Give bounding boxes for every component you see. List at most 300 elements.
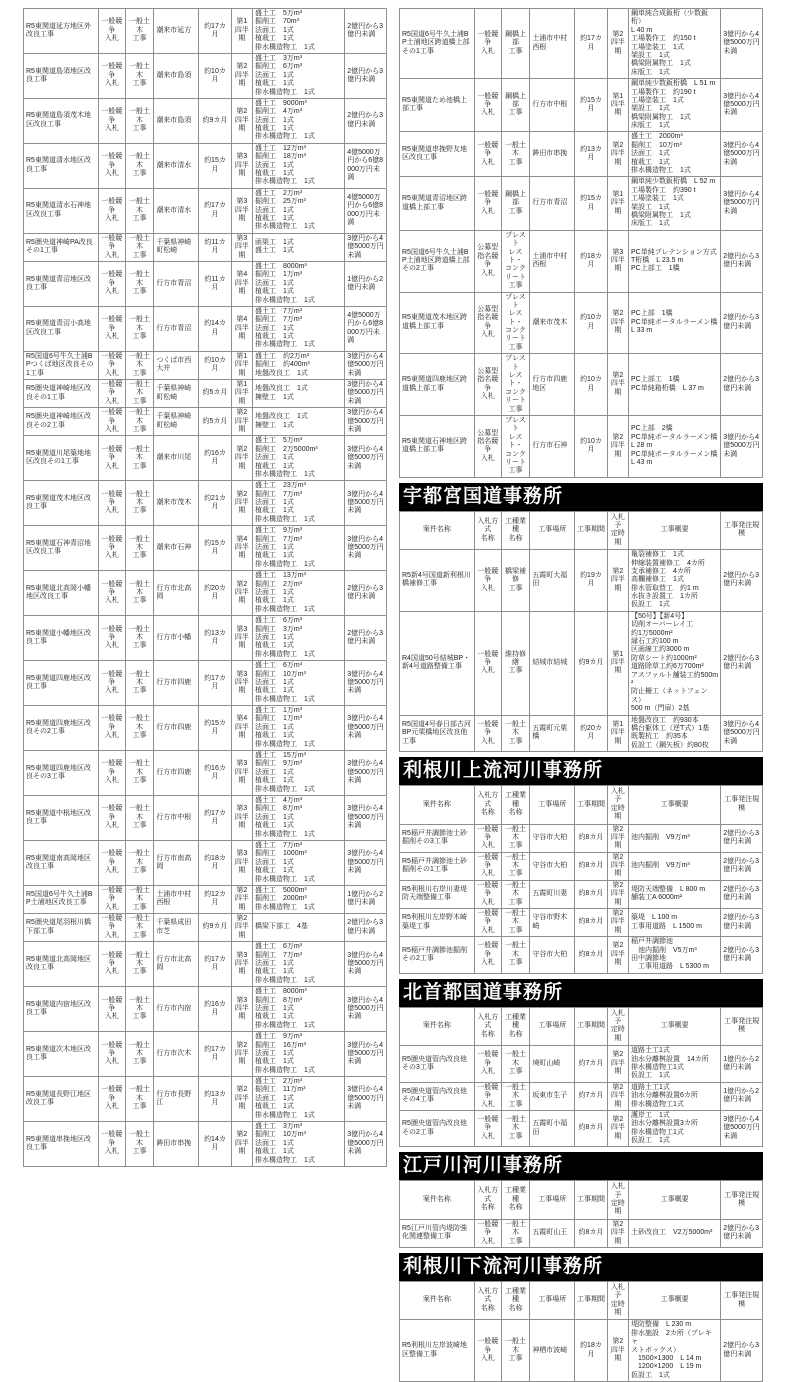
project-name-cell: R5圏央道神崎PA改良その1工事 (24, 233, 99, 261)
location-cell: 五霞町山王 (530, 1219, 575, 1247)
location-cell: 潮来市島須 (154, 98, 199, 143)
column-header-bid_quarter: 入札予 定時期 (607, 1007, 628, 1046)
project-name-cell: R5東関道北高岡地区改良工事 (24, 942, 99, 987)
work-type-cell: プレスト レスト・ コンク リート 工事 (501, 415, 530, 477)
scale-cell: 3億円から4億5000万円未満 (345, 706, 387, 751)
project-row (24, 261, 387, 306)
bid-method-cell: 一般競争 入札 (474, 1046, 501, 1083)
bid-method-cell: 一般競争 入札 (474, 937, 501, 974)
summary-cell: 盛土工 9万m³ 掘削工 16万m³ 法面工 1式 植栽工 1式 排水構造物工 1式 (253, 1032, 345, 1077)
project-name-cell: R5国道6号牛久土浦BP土浦地区跨道橋上部その2工事 (400, 230, 475, 292)
bid-quarter-cell: 第1 四半期 (607, 177, 628, 230)
project-row (24, 53, 387, 98)
period-cell: 約14カ月 (199, 1122, 231, 1167)
bid-quarter-cell: 第2 四半期 (607, 354, 628, 416)
scale-cell: 2億円から3億円未満 (721, 611, 763, 715)
project-name-cell: R5江戸川管内堤防強化関連整備工事 (400, 1219, 475, 1247)
bid-quarter-cell: 第2 四半期 (607, 550, 628, 612)
project-name-cell: R5圏央道神崎地区改良その1工事 (24, 380, 99, 408)
project-row (24, 1032, 387, 1077)
summary-cell: 地盤改良工 1式 擁壁工 1式 (253, 408, 345, 436)
work-type-cell: 維持修繕 工事 (501, 611, 530, 715)
summary-cell: 土砂改良工 V2万5000m³ (629, 1219, 721, 1247)
summary-cell: 盛土工 8000m³ 掘削工 1万m³ 法面工 1式 植栽工 1式 排水構造物工 1式 (253, 261, 345, 306)
bid-quarter-cell: 第2 四半期 (607, 415, 628, 477)
bid-method-cell: 一般競争 入札 (98, 53, 125, 98)
project-row (400, 824, 763, 852)
project-name-cell: R5東関道長野江地区改良工事 (24, 1077, 99, 1122)
period-cell: 約15カ月 (199, 526, 231, 571)
bid-quarter-cell: 第2 四半期 (607, 1219, 628, 1247)
bid-quarter-cell: 第3 四半期 (231, 840, 252, 885)
location-cell: 神栖市波崎 (530, 1320, 575, 1382)
scale-cell: 3億円から4億5000万円未満 (345, 233, 387, 261)
bid-method-cell: 一般競争 入札 (98, 436, 125, 481)
summary-cell: 盛土工 23万m³ 掘削工 7万m³ 法面工 1式 植栽工 1式 排水構造物工 1式 (253, 481, 345, 526)
bid-method-cell: 一般競争 入札 (474, 611, 501, 715)
period-cell: 約8カ月 (575, 1110, 607, 1147)
bid-quarter-cell: 第2 四半期 (607, 1082, 628, 1110)
bid-method-cell: 一般競争 入札 (98, 616, 125, 661)
period-cell: 約9カ月 (199, 98, 231, 143)
period-cell: 約10カ月 (575, 354, 607, 416)
column-header-row (400, 785, 763, 824)
project-name-cell: R5東関道青沼小高地区改良工事 (24, 306, 99, 351)
project-name-cell: R5東関道石神地区跨道橋上部工事 (400, 415, 475, 477)
projects-table (399, 511, 763, 753)
project-name-cell: R5東関道四鹿地区跨道橋上部工事 (400, 354, 475, 416)
period-cell: 約14カ月 (199, 306, 231, 351)
period-cell: 約8カ月 (575, 824, 607, 852)
bid-quarter-cell: 第3 四半期 (231, 616, 252, 661)
summary-cell: PC上部 2橋 PC単純ポータルラーメン橋 L 28 m PC単純ポータルラーメン橋 L 43 m (629, 415, 721, 477)
scale-cell: 3億円から4億5000万円未満 (345, 751, 387, 796)
location-cell: 千葉県神崎町松崎 (154, 233, 199, 261)
work-type-cell: 鋼橋上部 工事 (501, 79, 530, 132)
bid-method-cell: 一般競争 入札 (98, 795, 125, 840)
location-cell: 行方市内宿 (154, 987, 199, 1032)
summary-cell: 鋼単純少数鈑桁橋 L 52 m 工場製作工 約390 t 工場塗装工 1式 架設工 1式 橋梁附属物工 1式 床版工 1式 (629, 177, 721, 230)
bid-method-cell: 一般競争 入札 (98, 751, 125, 796)
bid-quarter-cell: 第1 四半期 (607, 611, 628, 715)
summary-cell: 護岸工 1式 油水分離桝設置3カ所 排水構造物工1式 仮設工 1式 (629, 1110, 721, 1147)
bid-quarter-cell: 第1 四半期 (607, 79, 628, 132)
summary-cell: 盛土工 13万m³ 掘削工 2万m³ 法面工 1式 植栽工 1式 排水構造物工 1式 (253, 571, 345, 616)
period-cell: 約15カ月 (575, 79, 607, 132)
bid-method-cell: 一般競争 入札 (98, 188, 125, 233)
bid-quarter-cell: 第4 四半期 (231, 306, 252, 351)
column-header-summary: 工事概要 (629, 1181, 721, 1220)
bid-method-cell: 一般競争 入札 (98, 98, 125, 143)
period-cell: 約5カ月 (199, 380, 231, 408)
bid-quarter-cell: 第2 四半期 (607, 292, 628, 354)
scale-cell: 2億円から3億円未満 (721, 1320, 763, 1382)
project-name-cell: R5圏央道管内改良他その4工事 (400, 1082, 475, 1110)
bid-method-cell: 一般競争 入札 (474, 824, 501, 852)
scale-cell: 3億円から4億5000万円未満 (345, 1032, 387, 1077)
scale-cell: 2億円から3億円未満 (721, 354, 763, 416)
location-cell: 行方市長野江 (154, 1077, 199, 1122)
bid-quarter-cell: 第2 四半期 (607, 1320, 628, 1382)
scale-cell: 3億円から4億5000万円未満 (721, 9, 763, 79)
scale-cell: 2億円から3億円未満 (345, 53, 387, 98)
bid-method-cell: 一般競争 入札 (98, 1032, 125, 1077)
bid-method-cell: 一般競争 入札 (474, 880, 501, 908)
bid-method-cell: 一般競争 入札 (474, 177, 501, 230)
bid-method-cell: 一般競争 入札 (474, 1082, 501, 1110)
period-cell: 約15カ月 (199, 143, 231, 188)
location-cell: 潮来市茂木 (154, 481, 199, 526)
column-header-work_type: 工種業種 名称 (501, 1181, 530, 1220)
project-row (24, 436, 387, 481)
project-row (24, 98, 387, 143)
project-row (400, 354, 763, 416)
bid-quarter-cell: 第1 四半期 (231, 9, 252, 54)
project-row (400, 415, 763, 477)
summary-cell: 盛土工 9000m³ 掘削工 4万m³ 法面工 1式 植栽工 1式 排水構造物工 1式 (253, 98, 345, 143)
project-row (400, 715, 763, 752)
column-header-bid_quarter: 入札予 定時期 (607, 1181, 628, 1220)
bid-method-cell: 一般競争 入札 (474, 715, 501, 752)
office-section-header: 利根川上流河川事務所 (399, 757, 763, 785)
location-cell: 潮来市茂木 (530, 292, 575, 354)
project-name-cell: R5東関道四鹿地区改良その3工事 (24, 751, 99, 796)
column-header-work_type: 工種業種 名称 (501, 1281, 530, 1320)
project-row (400, 1219, 763, 1247)
project-row (400, 177, 763, 230)
project-name-cell: R5東関道島須地区改良工事 (24, 53, 99, 98)
location-cell: 潮来市石神 (154, 526, 199, 571)
summary-cell: 鋼単純合成鈑桁（少数鈑桁） L 40 m 工場製作工 約150 t 工場塗装工 1式 架設工 1式 橋梁附属物工 1式 床版工 1式 (629, 9, 721, 79)
period-cell: 約16カ月 (199, 751, 231, 796)
summary-cell: PC上部工 1橋 PC単純箱桁橋 L 37 m (629, 354, 721, 416)
projects-table (23, 8, 387, 1167)
bid-method-cell: 一般競争 入札 (98, 840, 125, 885)
work-type-cell: 一般土木 工事 (501, 715, 530, 752)
column-header-bid_quarter: 入札予 定時期 (607, 511, 628, 550)
scale-cell: 1億円から2億円未満 (721, 1046, 763, 1083)
summary-cell: 盛土工 4万m³ 掘削工 8万m³ 法面工 1式 植栽工 1式 排水構造物工 1式 (253, 795, 345, 840)
project-name-cell: R5圏央道管内改良他その2工事 (400, 1110, 475, 1147)
project-name-cell: R5稲戸井調節池掘削その2工事 (400, 937, 475, 974)
column-header-summary: 工事概要 (629, 1281, 721, 1320)
scale-cell: 3億円から4億5000万円未満 (721, 79, 763, 132)
column-header-bid_quarter: 入札予 定時期 (607, 1281, 628, 1320)
project-row (24, 306, 387, 351)
project-name-cell: R5東関道内宿地区改良工事 (24, 987, 99, 1032)
project-row (400, 852, 763, 880)
project-name-cell: R5東関道南高岡地区改良工事 (24, 840, 99, 885)
period-cell: 約5カ月 (199, 408, 231, 436)
location-cell: 土浦市中村西根 (530, 230, 575, 292)
bid-method-cell: 一般競争 入札 (98, 261, 125, 306)
scale-cell: 2億円から3億円未満 (721, 909, 763, 937)
work-type-cell: 一般土木 工事 (125, 987, 154, 1032)
project-name-cell: R5東関道串挽地区改良工事 (24, 1122, 99, 1167)
summary-cell: 盛土工 7万m³ 掘削工 7万m³ 法面工 1式 植栽工 1式 排水構造物工 1式 (253, 306, 345, 351)
work-type-cell: 一般土木 工事 (125, 795, 154, 840)
bid-quarter-cell: 第2 四半期 (607, 852, 628, 880)
period-cell: 約15カ月 (199, 706, 231, 751)
column-header-period: 工事期間 (575, 1007, 607, 1046)
scale-cell: 2億円から3億円未満 (345, 9, 387, 54)
bid-method-cell: 一般競争 入札 (474, 852, 501, 880)
project-name-cell: R5稲戸井調節池土砂掘削その1工事 (400, 852, 475, 880)
summary-cell: 盛土工 8000m³ 掘削工 8万m³ 法面工 1式 植栽工 1式 排水構造物工 1式 (253, 987, 345, 1032)
bid-method-cell: 一般競争 入札 (98, 1122, 125, 1167)
project-name-cell: R5東関道川尾築地地区改良その1工事 (24, 436, 99, 481)
period-cell: 約11カ月 (199, 261, 231, 306)
project-row (400, 1082, 763, 1110)
work-type-cell: 一般土木 工事 (125, 751, 154, 796)
column-header-scale: 工事発注規模 (721, 511, 763, 550)
work-type-cell: 鋼橋上部 工事 (501, 9, 530, 79)
scale-cell: 3億円から4億5000万円未満 (345, 661, 387, 706)
project-row (24, 526, 387, 571)
location-cell: 坂東市生子 (530, 1082, 575, 1110)
scale-cell: 4億5000万円から6億8000万円未満 (345, 143, 387, 188)
bid-method-cell: 一般競争 入札 (474, 132, 501, 177)
period-cell: 約11カ月 (199, 233, 231, 261)
project-name-cell: R4国道50号結城BP・新4号道路整備工事 (400, 611, 475, 715)
projects-table (399, 1180, 763, 1248)
column-header-period: 工事期間 (575, 1281, 607, 1320)
summary-cell: 池内掘削 V9万m³ (629, 852, 721, 880)
bid-method-cell: 一般競争 入札 (98, 9, 125, 54)
scale-cell: 3億円から4億5000万円未満 (345, 840, 387, 885)
bid-quarter-cell: 第2 四半期 (231, 571, 252, 616)
bid-method-cell: 一般競争 入札 (98, 233, 125, 261)
location-cell: 千葉県神崎町松崎 (154, 380, 199, 408)
period-cell: 約18カ月 (575, 1320, 607, 1382)
work-type-cell: 一般土木 工事 (125, 380, 154, 408)
work-type-cell: 一般土木 工事 (125, 706, 154, 751)
bid-quarter-cell: 第3 四半期 (231, 751, 252, 796)
work-type-cell: 一般土木 工事 (501, 909, 530, 937)
project-row (24, 795, 387, 840)
bid-method-cell: 一般競争 入札 (474, 9, 501, 79)
location-cell: 行方市中根 (154, 795, 199, 840)
period-cell: 約17カ月 (199, 9, 231, 54)
project-row (400, 1046, 763, 1083)
scale-cell: 2億円から3億円未満 (345, 571, 387, 616)
column-header-scale: 工事発注規模 (721, 785, 763, 824)
scale-cell: 2億円から3億円未満 (721, 852, 763, 880)
project-row (24, 942, 387, 987)
project-row (400, 292, 763, 354)
column-header-bid_method: 入札方式 名称 (474, 785, 501, 824)
column-header-bid_method: 入札方式 名称 (474, 511, 501, 550)
bid-method-cell: 一般競争 入札 (98, 143, 125, 188)
period-cell: 約8カ月 (575, 909, 607, 937)
period-cell: 約17カ月 (575, 9, 607, 79)
column-header-name: 案件名称 (400, 1181, 475, 1220)
work-type-cell: 一般土木 工事 (125, 481, 154, 526)
bid-method-cell: 一般競争 入札 (98, 1077, 125, 1122)
summary-cell: 池内掘削 V9万m³ (629, 824, 721, 852)
bid-method-cell: 一般競争 入札 (474, 550, 501, 612)
bid-quarter-cell: 第2 四半期 (607, 132, 628, 177)
location-cell: 行方市北高岡 (154, 571, 199, 616)
project-name-cell: R5稲戸井調節池土砂掘削その3工事 (400, 824, 475, 852)
scale-cell: 3億円から4億5000万円未満 (345, 380, 387, 408)
period-cell: 約17カ月 (199, 942, 231, 987)
period-cell: 約20カ月 (199, 571, 231, 616)
project-name-cell: R5東関道清水石神地区改良工事 (24, 188, 99, 233)
location-cell: 守谷市大柏 (530, 937, 575, 974)
column-header-name: 案件名称 (400, 785, 475, 824)
period-cell: 約10カ月 (575, 292, 607, 354)
bid-quarter-cell: 第3 四半期 (231, 188, 252, 233)
scale-cell: 3億円から4億5000万円未満 (345, 1077, 387, 1122)
work-type-cell: 一般土木 工事 (501, 1082, 530, 1110)
projects-table (399, 1281, 763, 1382)
scale-cell: 3億円から4億5000万円未満 (345, 1122, 387, 1167)
work-type-cell: 一般土木 工事 (501, 1110, 530, 1147)
work-type-cell: 一般土木 工事 (125, 9, 154, 54)
work-type-cell: 一般土木 工事 (501, 824, 530, 852)
scale-cell: 1億円から2億円未満 (721, 1082, 763, 1110)
bid-quarter-cell: 第3 四半期 (231, 661, 252, 706)
project-name-cell: R5東関道青沼地区跨道橋上部工事 (400, 177, 475, 230)
bid-method-cell: 一般競争 入札 (98, 706, 125, 751)
bid-quarter-cell: 第2 四半期 (231, 914, 252, 942)
office-section-header: 利根川下流河川事務所 (399, 1253, 763, 1281)
scale-cell: 2億円から3億円未満 (345, 98, 387, 143)
location-cell: 千葉県成田市芝 (154, 914, 199, 942)
scale-cell: 3億円から4億5000万円未満 (345, 526, 387, 571)
summary-cell: 盛土工 2万m³ 掘削工 11万m³ 法面工 1式 植栽工 1式 排水構造物工 1式 (253, 1077, 345, 1122)
bid-quarter-cell: 第3 四半期 (231, 987, 252, 1032)
scale-cell: 2億円から3億円未満 (721, 880, 763, 908)
project-row (400, 880, 763, 908)
location-cell: 行方市青沼 (530, 177, 575, 230)
work-type-cell: 一般土木 工事 (501, 1320, 530, 1382)
summary-cell: 道路土工1式 油水分離桝設置 14カ所 排水構造物工1式 仮設工 1式 (629, 1046, 721, 1083)
bid-quarter-cell: 第2 四半期 (607, 1110, 628, 1147)
project-row (400, 937, 763, 974)
period-cell: 約7カ月 (575, 1046, 607, 1083)
column-header-scale: 工事発注規模 (721, 1181, 763, 1220)
project-name-cell: R5東関道石神青沼地区改良工事 (24, 526, 99, 571)
project-name-cell: R5国道6号牛久土浦BP土浦地区改良工事 (24, 885, 99, 913)
period-cell: 約7カ月 (575, 1082, 607, 1110)
scale-cell: 3億円から4億5000万円未満 (345, 351, 387, 379)
bid-method-cell: 公募型 指名競争 入札 (474, 230, 501, 292)
project-row (400, 909, 763, 937)
bid-quarter-cell: 第1 四半期 (231, 351, 252, 379)
location-cell: 鉾田市串挽 (530, 132, 575, 177)
project-row (24, 408, 387, 436)
location-cell: 五霞町川妻 (530, 880, 575, 908)
period-cell: 約17カ月 (199, 1032, 231, 1077)
scale-cell: 3億円から4億5000万円未満 (345, 987, 387, 1032)
location-cell: 行方市石神 (530, 415, 575, 477)
period-cell: 約8カ月 (575, 937, 607, 974)
column-header-period: 工事期間 (575, 1181, 607, 1220)
column-header-bid_method: 入札方式 名称 (474, 1007, 501, 1046)
location-cell: 守谷市野木崎 (530, 909, 575, 937)
work-type-cell: 一般土木 工事 (501, 852, 530, 880)
bid-method-cell: 一般競争 入札 (474, 79, 501, 132)
bid-method-cell: 一般競争 入札 (474, 909, 501, 937)
column-header-period: 工事期間 (575, 511, 607, 550)
bid-method-cell: 一般競争 入札 (98, 987, 125, 1032)
project-name-cell: R5利根川右岸川妻堤防天端整備工事 (400, 880, 475, 908)
work-type-cell: 一般土木 工事 (125, 526, 154, 571)
column-header-period: 工事期間 (575, 785, 607, 824)
scale-cell: 3億円から4億5000万円未満 (721, 715, 763, 752)
project-row (400, 79, 763, 132)
work-type-cell: 一般土木 工事 (125, 571, 154, 616)
project-name-cell: R5東関道串挽野友地区改良工事 (400, 132, 475, 177)
location-cell: 行方市南高岡 (154, 840, 199, 885)
bid-method-cell: 一般競争 入札 (98, 526, 125, 571)
work-type-cell: 一般土木 工事 (501, 937, 530, 974)
column-header-bid_quarter: 入札予 定時期 (607, 785, 628, 824)
bid-quarter-cell: 第2 四半期 (231, 1077, 252, 1122)
work-type-cell: 一般土木 工事 (501, 1219, 530, 1247)
project-row (24, 661, 387, 706)
work-type-cell: 一般土木 工事 (501, 1046, 530, 1083)
scale-cell: 3億円から4億5000万円未満 (721, 415, 763, 477)
location-cell: 行方市中根 (530, 79, 575, 132)
project-row (24, 143, 387, 188)
project-row (24, 616, 387, 661)
bid-quarter-cell: 第2 四半期 (607, 824, 628, 852)
project-name-cell: R5国道6号牛久土浦BPつくば地区改良その1工事 (24, 351, 99, 379)
scale-cell: 4億5000万円から6億8000万円未満 (345, 188, 387, 233)
location-cell: 守谷市大柏 (530, 824, 575, 852)
scale-cell: 4億5000万円から6億8000万円未満 (345, 306, 387, 351)
bid-method-cell: 一般競争 入札 (98, 885, 125, 913)
bid-quarter-cell: 第2 四半期 (607, 880, 628, 908)
project-row (24, 706, 387, 751)
project-name-cell: R5圏央道神崎地区改良その2工事 (24, 408, 99, 436)
location-cell: 潮来市清水 (154, 188, 199, 233)
period-cell: 約19カ月 (575, 550, 607, 612)
left-column (23, 8, 387, 1382)
summary-cell: 堤防整備 L 230 m 排水施設 2カ所（プレキャ ストボックス） 1500×1300 L 14 m 1200×1200 L 19 m 仮設工 1式 (629, 1320, 721, 1382)
summary-cell: 盛土工 2万m³ 掘削工 25万m³ 法面工 1式 植栽工 1式 排水構造物工 1式 (253, 188, 345, 233)
work-type-cell: 一般土木 工事 (125, 1122, 154, 1167)
period-cell: 約8カ月 (575, 1219, 607, 1247)
work-type-cell: 一般土木 工事 (501, 880, 530, 908)
period-cell: 約10カ月 (199, 53, 231, 98)
bid-quarter-cell: 第2 四半期 (231, 481, 252, 526)
bid-method-cell: 一般競争 入札 (98, 351, 125, 379)
summary-cell: 函渠工 1式 盛土工 1式 (253, 233, 345, 261)
location-cell: 行方市四鹿 (154, 661, 199, 706)
bid-quarter-cell: 第2 四半期 (231, 436, 252, 481)
period-cell: 約15カ月 (575, 177, 607, 230)
project-row (24, 481, 387, 526)
bid-quarter-cell: 第1 四半期 (231, 380, 252, 408)
projects-table (399, 8, 763, 478)
scale-cell: 2億円から3億円未満 (721, 292, 763, 354)
period-cell: 約17カ月 (199, 661, 231, 706)
project-name-cell: R5利根川左岸野木崎築堤工事 (400, 909, 475, 937)
bid-quarter-cell: 第2 四半期 (231, 885, 252, 913)
bid-quarter-cell: 第3 四半期 (231, 942, 252, 987)
work-type-cell: プレスト レスト・ コンク リート 工事 (501, 230, 530, 292)
work-type-cell: 一般土木 工事 (501, 132, 530, 177)
bid-quarter-cell: 第2 四半期 (607, 9, 628, 79)
office-section-header: 宇都宮国道事務所 (399, 483, 763, 511)
bid-quarter-cell: 第1 四半期 (607, 715, 628, 752)
bid-method-cell: 公募型 指名競争 入札 (474, 354, 501, 416)
bid-quarter-cell: 第2 四半期 (607, 937, 628, 974)
